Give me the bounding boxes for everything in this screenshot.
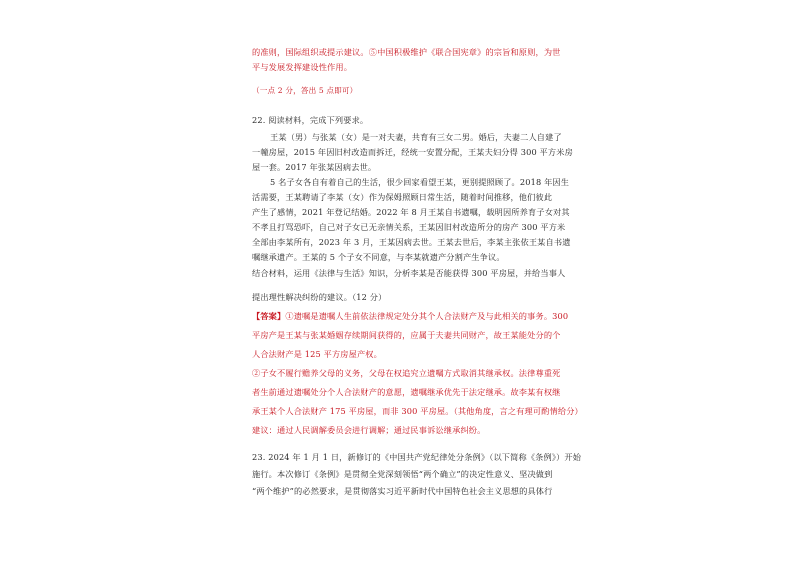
question-23-line: 23. 2024 年 1 月 1 日，新修订的《中国共产党纪律处分条例》（以下简称《条例》）开始 <box>252 452 582 462</box>
material-line: 王某（男）与张某（女）是一对夫妻，共育有三女二男。婚后，夫妻二人自建了 <box>270 132 562 142</box>
material-line: 一幢房屋，2015 年因旧村改造而拆迁，经统一安置分配，王某夫妇分得 300 平方米房 <box>252 147 573 157</box>
answer-line: 者生前通过遗嘱处分个人合法财产的意愿，遗嘱继承优先于法定继承。故李某有权继 <box>252 387 561 397</box>
prompt-line-1: 结合材料，运用《法律与生活》知识，分析李某是否能获得 300 平房屋，并给当事人 <box>252 268 566 278</box>
top-answer-line-1: 的准则，国际组织或提示建议。⑤中国积极维护《联合国宪章》的宗旨和原则，为世 <box>252 47 561 57</box>
material-paragraph <box>252 131 573 263</box>
top-answer-block <box>252 46 561 97</box>
answer-line: ①遗嘱是遗嘱人生前依法律规定处分其个人合法财产及与此相关的事务。300 <box>285 311 569 321</box>
question-23-line: “两个维护”的必然要求，是贯彻落实习近平新时代中国特色社会主义思想的具体行 <box>252 486 553 496</box>
score-note: （一点 2 分，答出 5 点即可） <box>252 86 358 95</box>
answer-block <box>252 310 583 436</box>
material-line: 产生了感情，2021 年登记结婚。2022 年 8 月王某自书遗嘱，载明因所养育子女对其 <box>252 207 570 217</box>
answer-line: ②子女不履行赡养父母的义务，父母在权追究立遗嘱方式取消其继承权。法律尊重死 <box>252 368 561 378</box>
material-line: 屋一套。2017 年张某因病去世。 <box>252 162 377 172</box>
answer-line: 人合法财产是 125 平方房屋产权。 <box>252 349 382 359</box>
answer-line: 承王某个人合法财产 175 平房屋，而非 300 平房屋。（其他角度，言之有理可酌情给分） <box>252 406 583 416</box>
material-line: 全部由李某所有，2023 年 3 月，王某因病去世。王某去世后，李某主张依王某自书遗 <box>252 237 571 247</box>
prompt-line-2: 提出理性解决纠纷的建议。（12 分） <box>252 292 387 302</box>
answer-tag: 【答案】 <box>252 311 286 321</box>
question-23-block <box>252 451 582 497</box>
question-23-line: 施行。本次修订《条例》是贯彻全党深刻领悟“两个确立”的决定性意义、坚决做到 <box>252 469 553 479</box>
material-line: 活需要，王某聘请了李某（女）作为保姆照顾日常生活，随着时间推移，他们彼此 <box>252 192 553 202</box>
answer-line: 建议：通过人民调解委员会进行调解；通过民事诉讼继承纠纷。 <box>252 425 486 435</box>
question-22-title: 22. 阅读材料，完成下列要求。 <box>252 115 369 125</box>
question-prompt <box>252 267 566 303</box>
material-line: 5 名子女各自有着自己的生活，很少回家看望王某，更别提照顾了。2018 年因生 <box>270 177 570 187</box>
material-line: 不孝且打骂恐吓，自己对子女已无亲情关系，王某因旧村改造所分的房产 300 平方米 <box>252 222 566 232</box>
question-22-heading <box>252 114 552 126</box>
material-line: 嘱继承遗产。王某的 5 个子女不同意，与李某就遗产分割产生争议。 <box>252 252 505 262</box>
answer-line: 平房产是王某与张某婚姻存续期间获得的，应属于夫妻共同财产，故王某能处分的个 <box>252 330 561 340</box>
top-answer-line-2: 平与发展发挥建设性作用。 <box>252 62 353 72</box>
